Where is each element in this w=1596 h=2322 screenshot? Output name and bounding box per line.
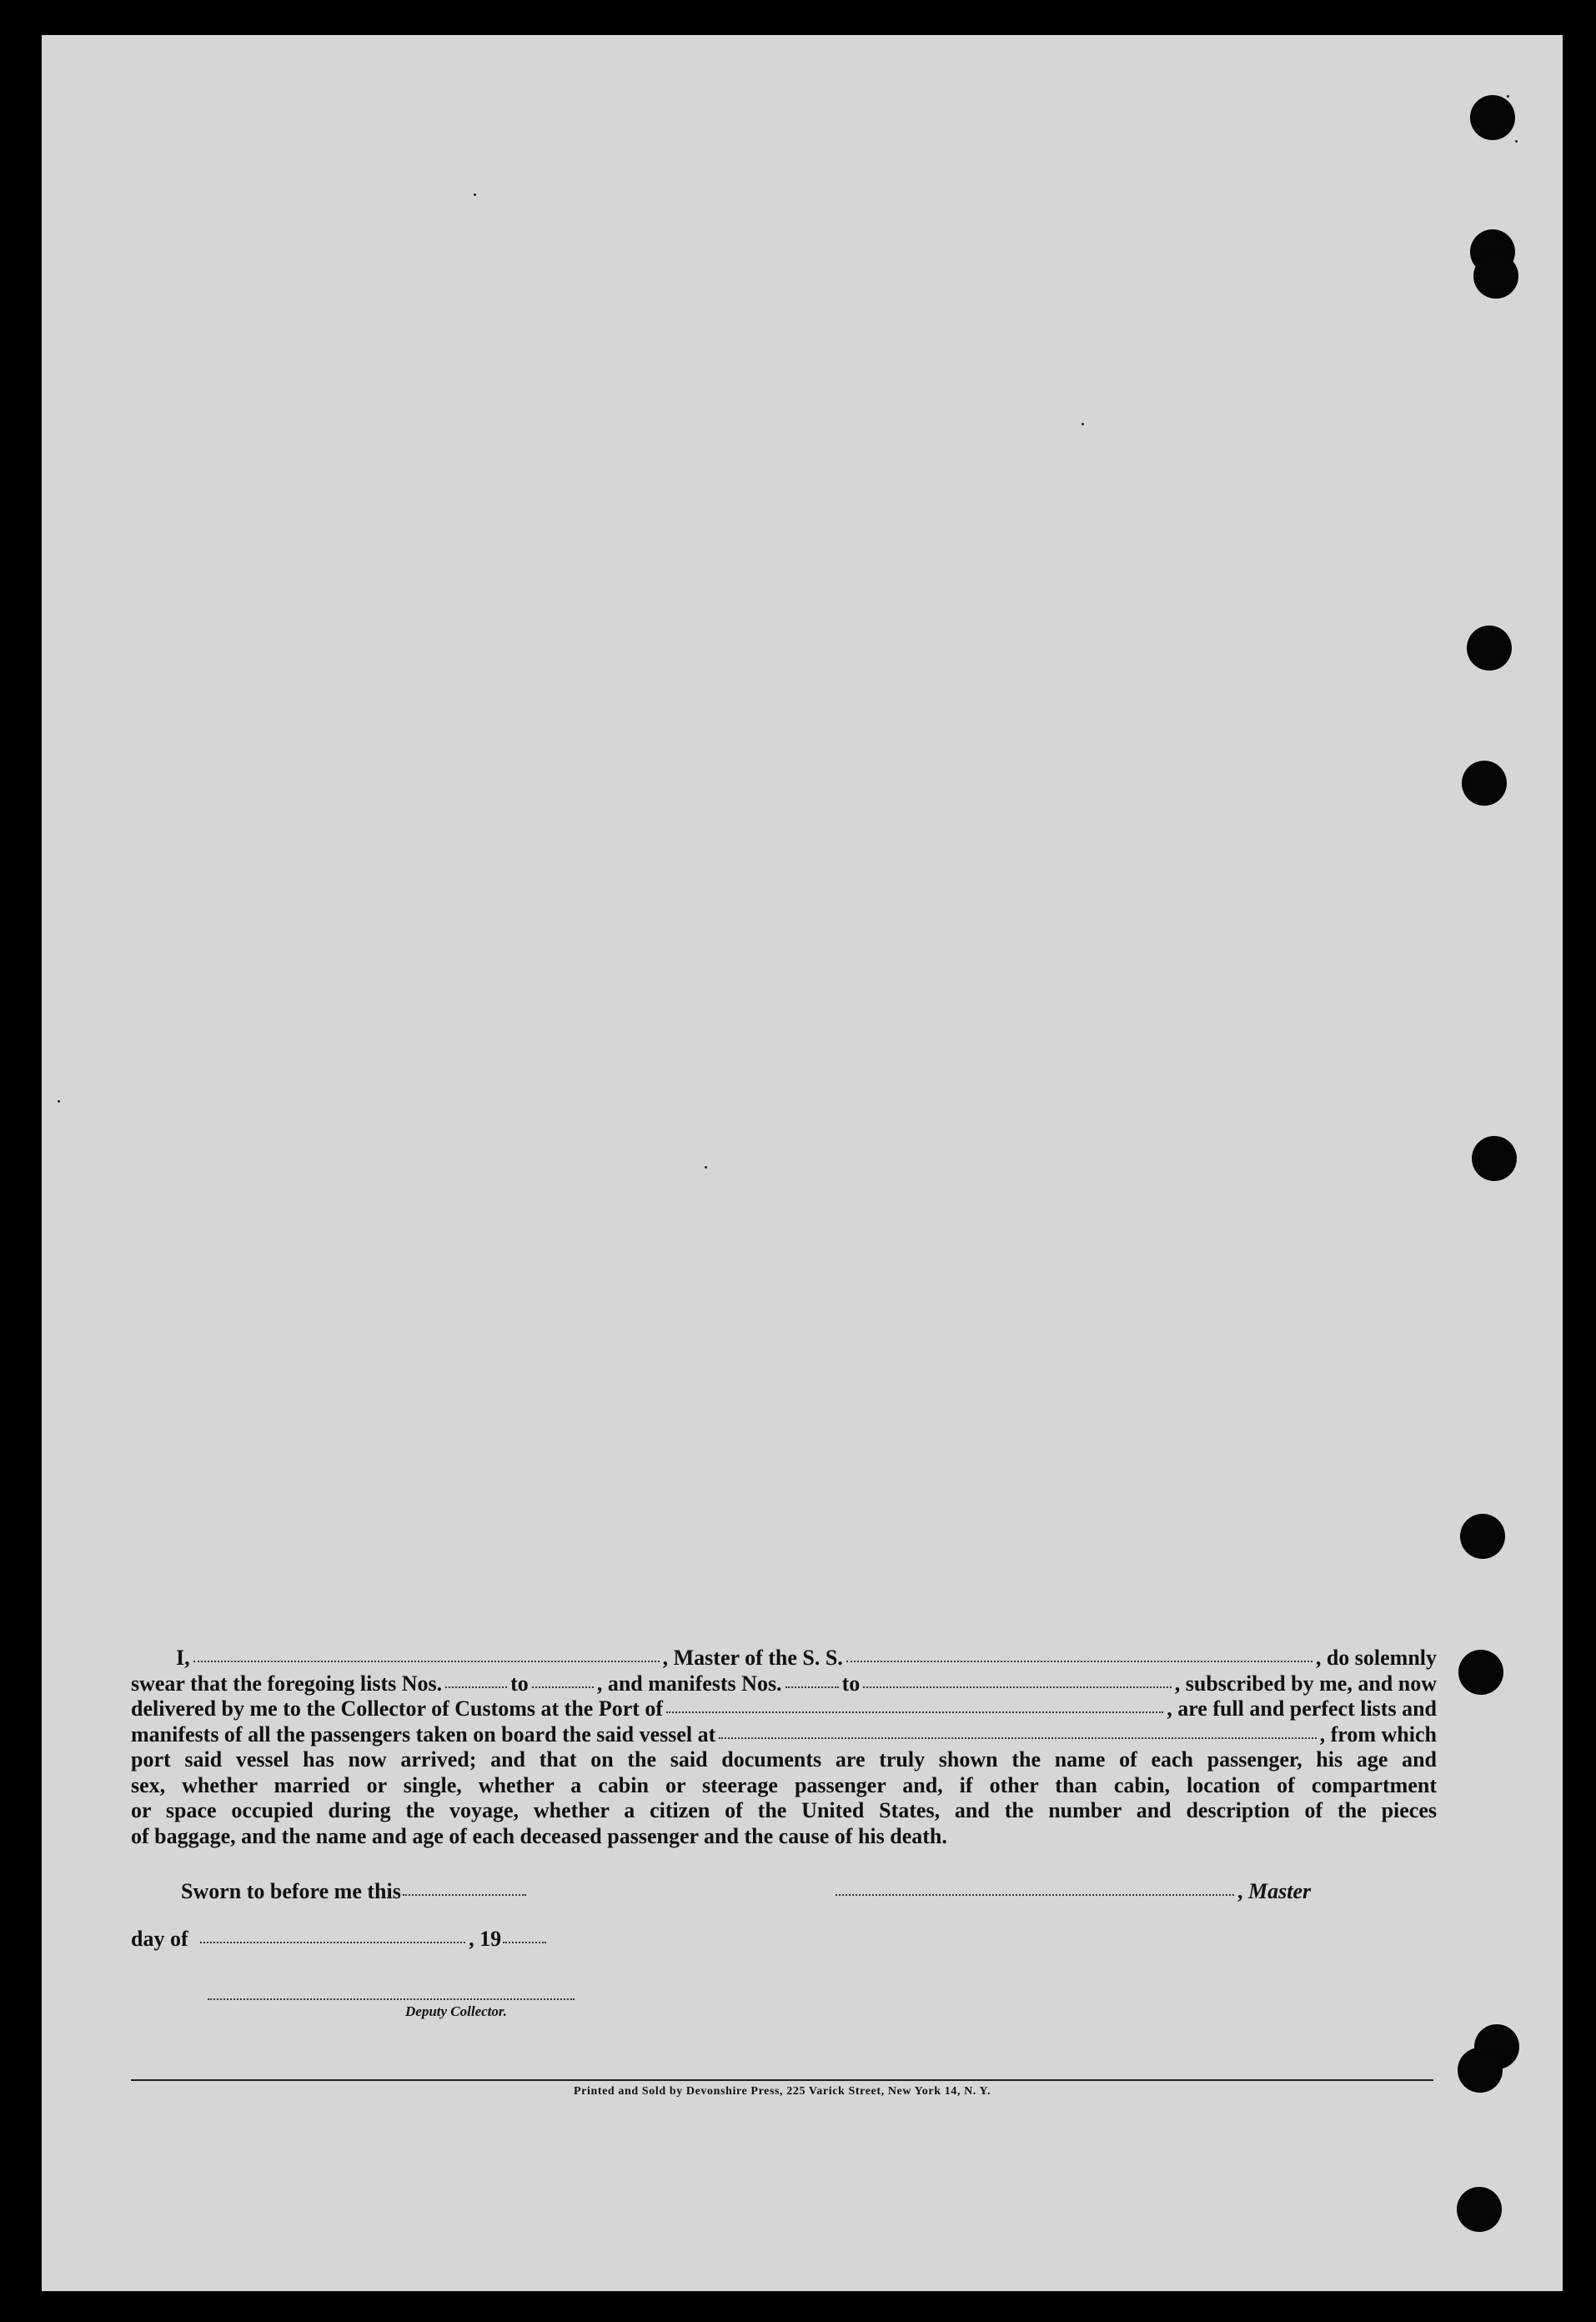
port-blank <box>666 1711 1163 1713</box>
oath-line <box>131 1671 1437 1697</box>
document-sheet <box>42 35 1563 2291</box>
day-of-label: day of <box>131 1927 188 1951</box>
oath-line <box>131 1722 1437 1748</box>
oath-line <box>131 1747 1437 1773</box>
oath-text: of baggage, and the name and age of each deceased passenger and the cause of his death. <box>131 1823 947 1848</box>
manifest-to-blank <box>863 1686 1172 1688</box>
oath-text: , from which <box>1319 1721 1437 1747</box>
sworn-label: Sworn to before me this <box>181 1879 401 1903</box>
punch-hole <box>1457 2187 1502 2232</box>
oath-text: to <box>510 1671 529 1696</box>
master-label: Master <box>1248 1879 1312 1903</box>
master-name-blank <box>193 1660 660 1662</box>
footer-rule <box>131 2079 1433 2081</box>
punch-hole <box>1460 1514 1505 1559</box>
oath-line <box>131 1824 1437 1850</box>
oath-text: I, <box>176 1646 190 1670</box>
speck <box>1507 95 1509 98</box>
oath-line <box>131 1646 1437 1671</box>
masters-oath <box>131 1646 1437 1849</box>
oath-line <box>131 1773 1437 1799</box>
year-blank <box>503 1941 546 1943</box>
punch-hole <box>1458 1650 1503 1695</box>
oath-text: , Master of the S. S. <box>662 1646 843 1670</box>
printer-imprint: Printed and Sold by Devonshire Press, 225 Varick Street, New York 14, N. Y. <box>573 2085 991 2098</box>
speck <box>1515 140 1518 143</box>
master-signature-blank <box>836 1893 1234 1896</box>
manifest-from-blank <box>785 1686 839 1688</box>
punch-hole <box>1467 626 1512 671</box>
list-from-blank <box>445 1686 507 1688</box>
punch-hole <box>1462 761 1507 806</box>
year-prefix: , 19 <box>469 1927 502 1951</box>
oath-line <box>131 1696 1437 1722</box>
oath-text: , subscribed by me, and now <box>1174 1671 1437 1696</box>
sworn-date-blank <box>403 1893 526 1896</box>
oath-text: , do solemnly <box>1315 1646 1438 1670</box>
oath-text: port said vessel has now arrived; and that on the said documents are truly shown the name of each passenger, his age and <box>131 1747 1437 1772</box>
deputy-signature-blank <box>208 1998 575 2000</box>
oath-line <box>131 1798 1437 1824</box>
oath-text: , and manifests Nos. <box>596 1671 782 1696</box>
deputy-signature-line <box>208 1983 575 2008</box>
oath-text: sex, whether married or single, whether a cabin or steerage passenger and, if other than cabin, location of compartment <box>131 1772 1437 1797</box>
punch-hole <box>1470 95 1515 140</box>
punch-hole <box>1472 1136 1517 1181</box>
vessel-name-blank <box>846 1660 1312 1662</box>
oath-text: swear that the foregoing lists Nos. <box>131 1671 443 1696</box>
sworn-line <box>181 1879 529 1904</box>
oath-text: to <box>841 1671 861 1696</box>
embarkation-port-blank <box>719 1736 1316 1739</box>
master-signature-line <box>836 1879 1311 1904</box>
speck <box>58 1100 60 1103</box>
day-of-line <box>131 1927 550 1952</box>
oath-text: or space occupied during the voyage, whether a citizen of the United States, and the number and description of the pieces <box>131 1798 1437 1822</box>
punch-hole <box>1473 254 1518 299</box>
speck <box>474 194 476 196</box>
list-to-blank <box>532 1686 594 1688</box>
oath-text: delivered by me to the Collector of Customs at the Port of <box>131 1696 664 1721</box>
speck <box>705 1166 707 1169</box>
comma: , <box>1237 1879 1243 1903</box>
punch-hole <box>1458 2048 1503 2093</box>
month-blank <box>200 1941 465 1943</box>
oath-text: , are full and perfect lists and <box>1167 1696 1437 1721</box>
speck <box>1082 423 1084 425</box>
oath-text: manifests of all the passengers taken on board the said vessel at <box>131 1721 716 1747</box>
deputy-collector-label: Deputy Collector. <box>405 2003 507 2019</box>
